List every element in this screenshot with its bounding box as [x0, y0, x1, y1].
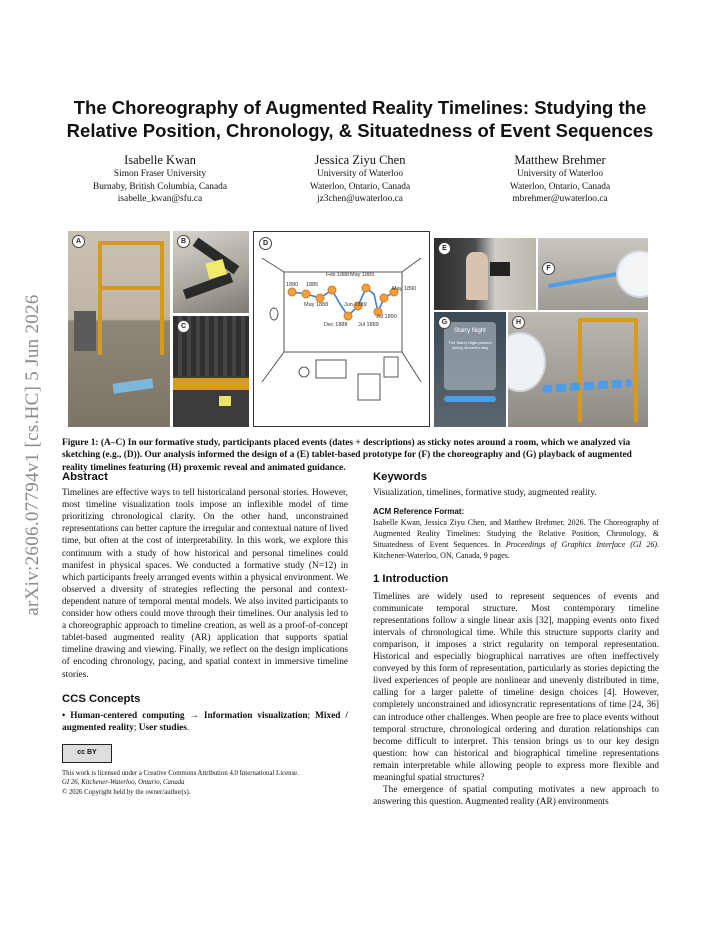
ccs-heading: CCS Concepts — [62, 692, 141, 705]
ccs-separator: ; — [307, 710, 316, 721]
intro-paragraph-1: Timelines are widely used to represent sequences of events and communicate temporal structure. Most contemporary timeline representations follow a single linear axis [32], mapping events onto fixed intervals of chronological time. While this structure supports clarity and comparison, it imposes a strict regularity on temporal representation. Historical and especially biographical narratives are often ineffectively conveyed by this form of representation, particularly as stories depicting the lived experiences of people are nonlinear and unevenly distributed in time, calling for a larger palette of timeline design choices [4]. However, completely unconstrained and idiosyncratic representations of time [24, 36] can introduce other challenges. When people are free to place events without temporal structure, chronological ordering and duration relationships can become difficult to interpret. This tension brings us to our key design question: how can historical and biographical timeline representations remain interpretable while allowing people to express more flexible and meaningful spatial structures? — [373, 591, 659, 783]
acm-ref-tail: . Kitchener-Waterloo, ON, Canada, 9 pages. — [373, 539, 659, 560]
ccs-separator: ; — [133, 722, 139, 733]
author-location: Waterloo, Ontario, Canada — [309, 181, 411, 192]
figure-caption: Figure 1: (A–C) In our formative study, participants placed events (dates + descriptions) as sticky notes around a room, which we analyzed via sketching (e.g., (D)). Our analysis informed the design of a (E) tablet-based prototype for (F) the choreography and (G) playback of augmented reality timelines featuring (H) proxemic reveal and animated guidance. — [62, 438, 632, 473]
acm-ref-text: Isabelle Kwan, Jessica Ziyu Chen, and Matthew Brehmer. 2026. The Choreography of Augmented Reality Timelines: Studying the Relative Position, Chronology, & Situatedness of Event Sequences. In — [373, 518, 659, 549]
license-block — [62, 769, 348, 798]
event-label: Jun 1889 — [344, 302, 367, 308]
author-3 — [460, 153, 660, 206]
author-1 — [60, 153, 260, 206]
arxiv-id: arXiv:2606.07794v1 [cs.HC] 5 Jun 2026 — [22, 294, 43, 616]
author-name: Isabelle Kwan — [124, 153, 196, 167]
sketch-drawing — [254, 232, 429, 426]
author-affiliation: University of Waterloo — [516, 169, 604, 179]
cc-by-icon: cc BY — [62, 744, 112, 763]
license-copyright: © 2026 Copyright held by the owner/author(s). — [62, 789, 191, 797]
panel-label: A — [72, 235, 85, 248]
figure-panel-h — [508, 312, 648, 427]
sticky-note — [219, 396, 231, 406]
chair-shape — [74, 311, 96, 351]
intro-paragraph-2: The emergence of spatial computing motivates a new approach to answering this question. Augmented reality (AR) environments — [373, 785, 659, 808]
author-email[interactable]: jz3chen@uwaterloo.ca — [317, 194, 403, 205]
author-affiliation: Simon Fraser University — [113, 169, 207, 179]
figure-panel-e — [434, 238, 536, 310]
scaffold-bar — [98, 286, 160, 290]
author-block — [60, 153, 660, 206]
event-label: Jul 1890 — [376, 314, 397, 320]
panel-label: D — [259, 237, 272, 250]
event-label: 1880 — [286, 282, 299, 288]
event-label: Dec 1888 — [324, 322, 348, 328]
license-text[interactable]: This work is licensed under a Creative Commons Attribution 4.0 International License. — [62, 769, 299, 777]
paper-title — [60, 96, 660, 142]
figure-panel-a — [68, 231, 170, 427]
ccs-concept: User studies — [138, 722, 187, 733]
event-label: Feb 1888 — [326, 272, 350, 278]
figure-panel-g — [434, 312, 506, 427]
radial-menu — [616, 250, 648, 298]
author-2 — [260, 153, 460, 206]
ccs-concept: Mixed / augmented reality — [62, 710, 348, 733]
title-line-2: Relative Position, Chronology, & Situatedness of Event Sequences — [66, 120, 654, 141]
panel-label: E — [438, 242, 451, 255]
tablet-card — [444, 322, 496, 390]
author-name: Matthew Brehmer — [514, 153, 606, 167]
author-name: Jessica Ziyu Chen — [314, 153, 406, 167]
acm-reference — [373, 518, 659, 561]
tablet-shape — [490, 262, 510, 276]
right-column — [373, 471, 659, 808]
panel-label: H — [512, 316, 525, 329]
event-label: May 1890 — [392, 286, 417, 292]
ccs-concepts — [62, 710, 348, 734]
keywords-heading: Keywords — [373, 471, 427, 483]
panel-label: G — [438, 316, 451, 329]
author-location: Burnaby, British Columbia, Canada — [92, 181, 227, 192]
ccs-concept: • Human-centered computing → Information visualization — [62, 710, 308, 721]
license-venue: GI 26, Kitchener-Waterloo, Ontario, Canada — [62, 779, 185, 787]
author-affiliation: University of Waterloo — [316, 169, 404, 179]
author-location: Waterloo, Ontario, Canada — [509, 181, 611, 192]
event-label: Jul 1889 — [358, 322, 379, 328]
keywords-text: Visualization, timelines, formative study, augmented reality. — [373, 488, 597, 499]
tablet-card-title: Starry Night — [454, 328, 486, 334]
scaffold-beam — [173, 378, 249, 390]
figure-panel-f — [538, 238, 648, 310]
floor-note — [112, 378, 153, 393]
ccs-end: . — [186, 722, 190, 733]
abstract-heading: Abstract — [62, 471, 108, 483]
event-labels — [286, 272, 416, 328]
scaffold-shape — [578, 318, 638, 422]
acm-reference-heading: ACM Reference Format: — [373, 507, 465, 517]
blue-path — [548, 272, 618, 288]
abstract-text: Timelines are effective ways to tell historicaland personal stories. However, most timeline visualization tools impose an inflexible model of time prioritizing chronological clarity. On the other hand, unconstrained representations can better capture the irregular and contextual nature of lived time, but often at the cost of interpretability. In this work, we explore this continuum with a study of how historical and personal timelines could manifest in physical spaces. We conducted a formative study (N=12) in which participants freely arranged events within a physical environment. We observed a diversity of strategies reflecting the personal and context-dependent nature of temporal mental models. We also invited participants to consider how others could move through their timelines. Our analysis led to a choreographic approach to timeline creation, as well as a proof-of-concept tablet-based augmented reality (AR) application that supports spatial timeline drawing and viewing. Finally, we reflect on the design implications of encoding chronology, pacing, and spatial context in immersive timeline stories. — [62, 488, 349, 680]
tablet-card-text: The Starry Night painted during Vincent's stay — [448, 340, 492, 350]
event-label: 1885 — [306, 282, 319, 288]
figure-panel-b — [173, 231, 249, 313]
panel-label: C — [177, 320, 190, 333]
left-column — [62, 471, 348, 798]
figure-panel-d — [253, 231, 430, 427]
panel-label: B — [177, 235, 190, 248]
intro-heading: 1 Introduction — [373, 573, 449, 586]
scaffold-shape — [98, 241, 164, 355]
room-sketch — [262, 258, 421, 400]
event-label: May 1888 — [304, 302, 329, 308]
author-email[interactable]: mbrehmer@uwaterloo.ca — [512, 194, 608, 205]
cc-license-badge[interactable] — [62, 744, 348, 763]
acm-ref-venue: Proceedings of Graphics Interface (GI 26) — [505, 539, 657, 549]
figure-panel-c — [173, 316, 249, 427]
playback-bar — [444, 396, 496, 402]
author-email[interactable]: isabelle_kwan@sfu.ca — [117, 194, 203, 205]
panel-label: F — [542, 262, 555, 275]
arxiv-sidebar — [18, 245, 48, 665]
person-shape — [466, 252, 488, 300]
event-label: May 1889 — [350, 272, 375, 278]
title-line-1: The Choreography of Augmented Reality Timelines: Studying the — [73, 97, 647, 118]
radial-menu — [508, 332, 546, 392]
